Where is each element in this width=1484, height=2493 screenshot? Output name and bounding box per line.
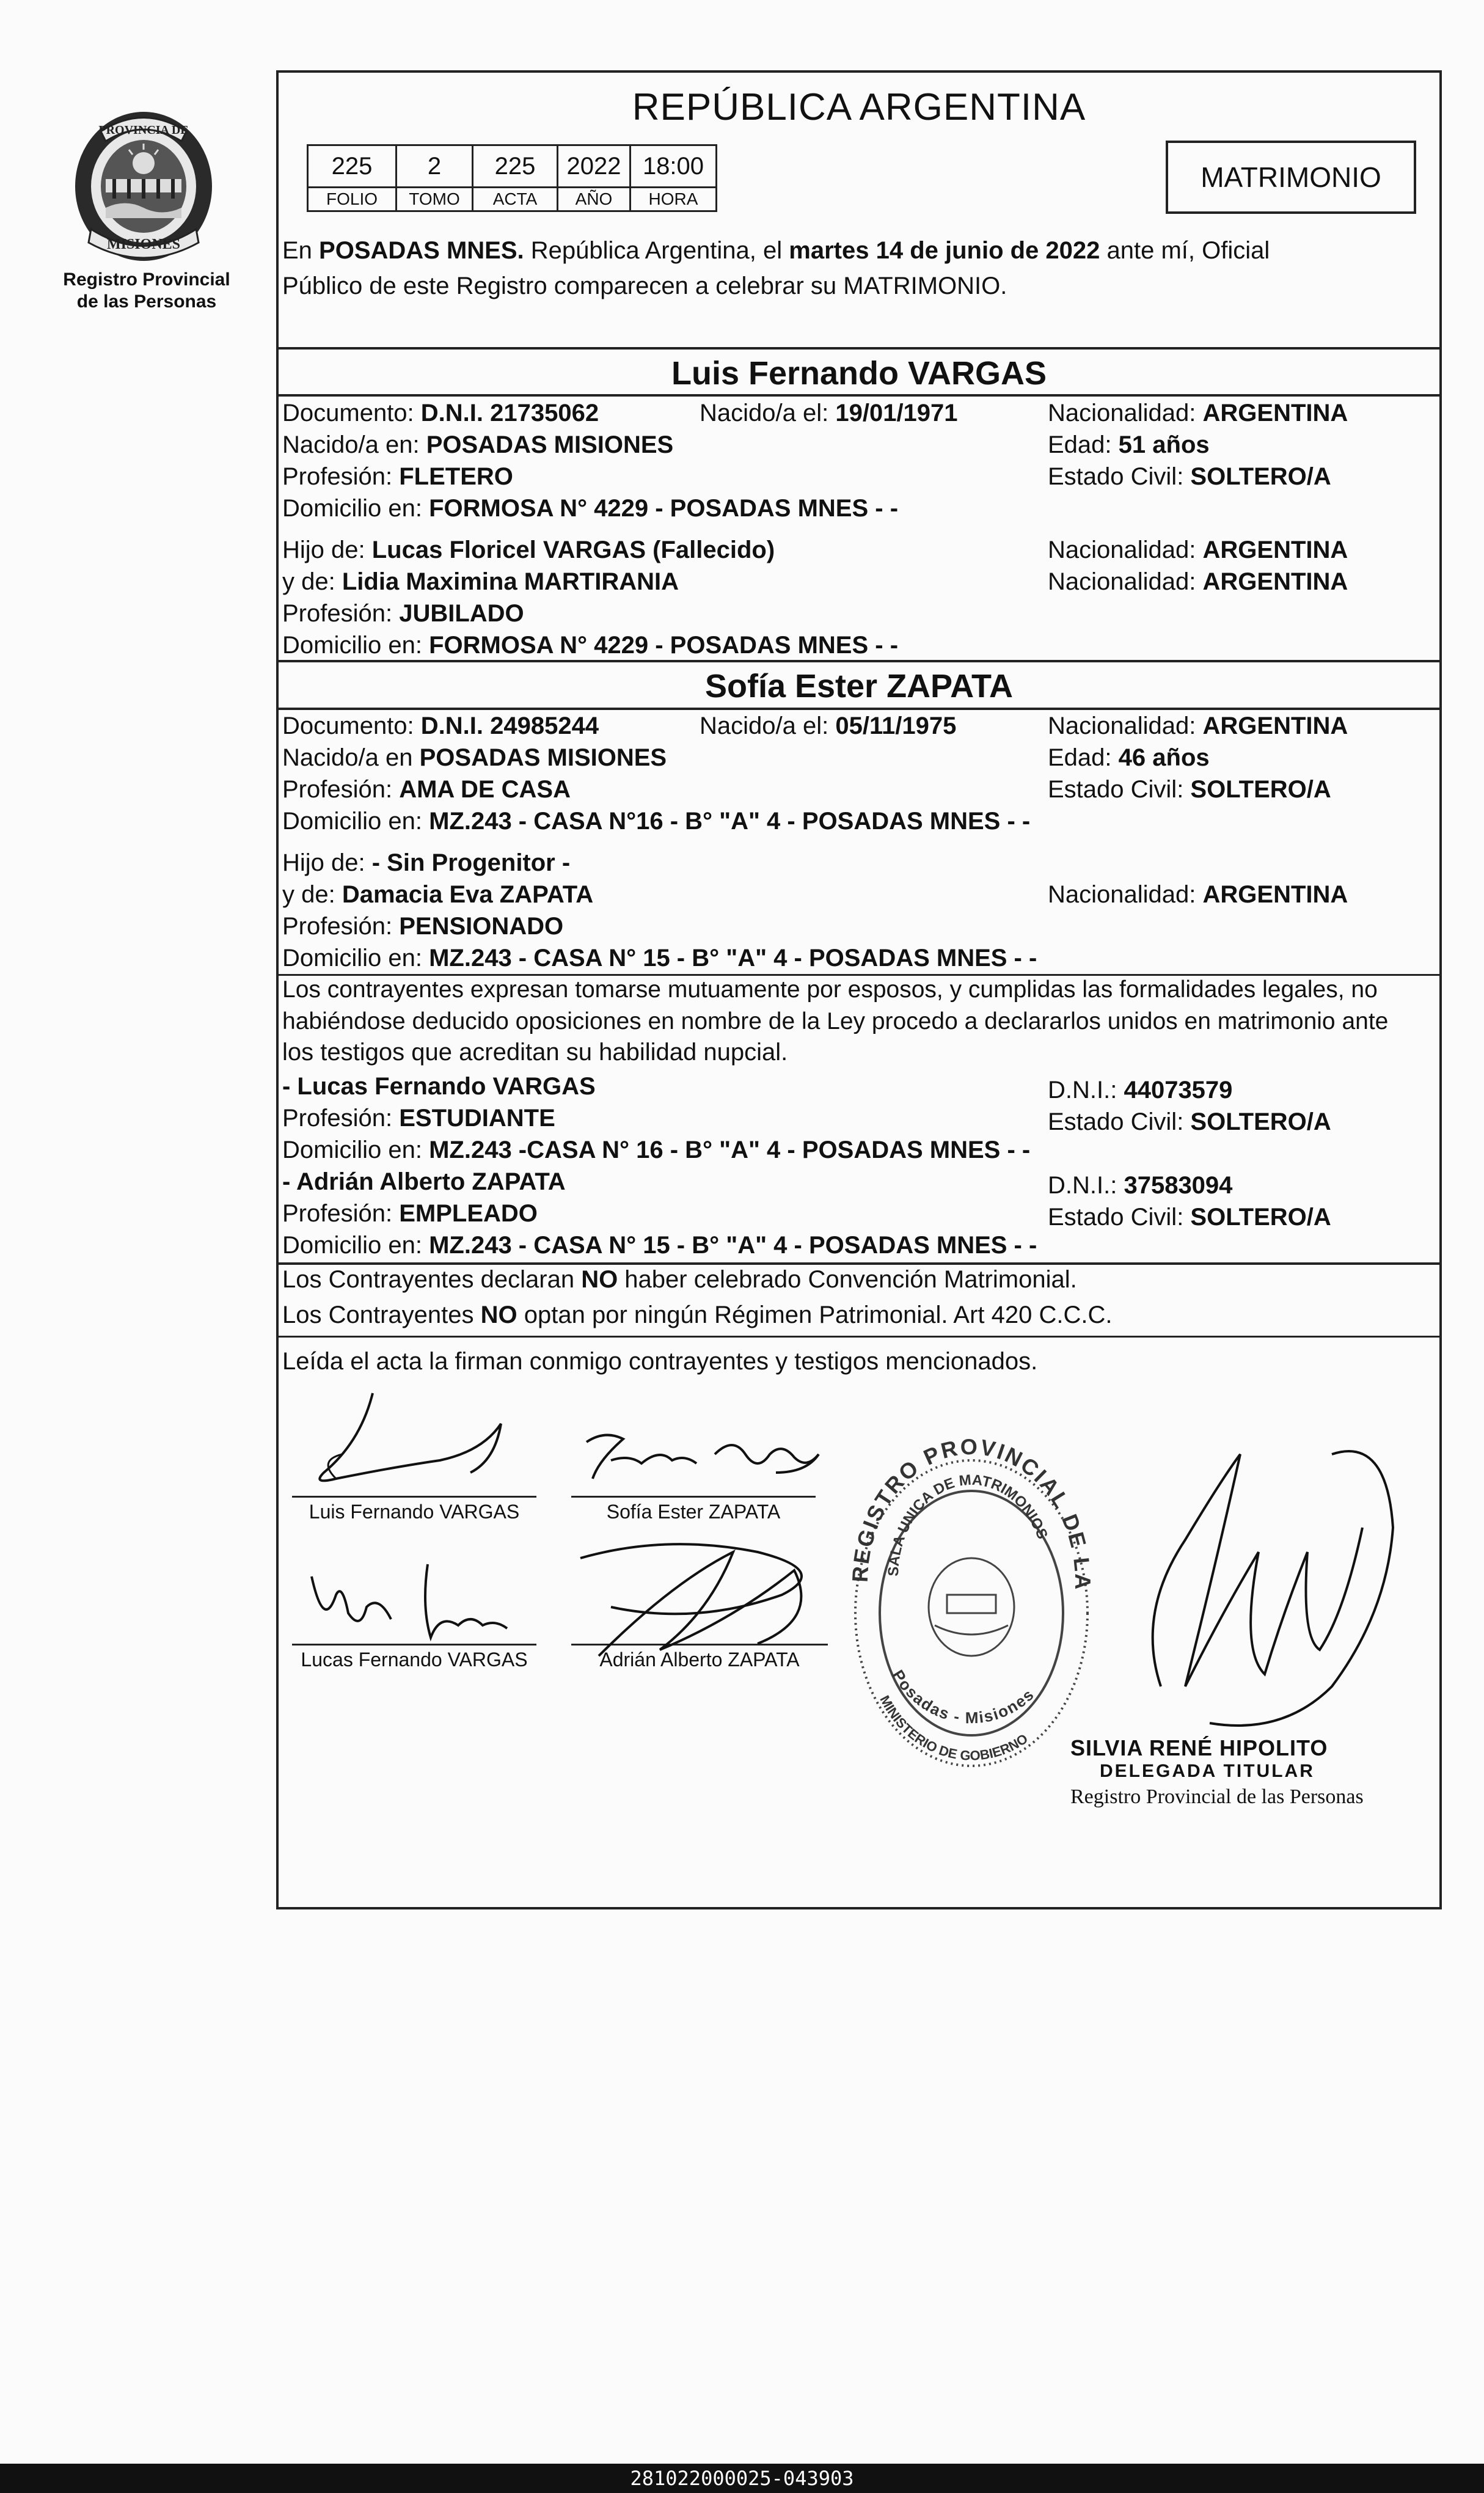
intro-line2: Público de este Registro comparecen a celebrar su MATRIMONIO. xyxy=(282,273,1007,299)
separator xyxy=(279,660,1439,662)
svg-text:Posadas - Misiones xyxy=(889,1666,1038,1727)
separator xyxy=(279,708,1439,710)
spouse1-signature-scribble xyxy=(299,1387,519,1497)
intro-line1: En POSADAS MNES. República Argentina, el martes 14 de junio de 2022 ante mí, Oficial xyxy=(282,237,1270,264)
registry-caption xyxy=(37,269,257,313)
anio-label: AÑO xyxy=(558,188,631,211)
witness2-profession: Profesión: EMPLEADO xyxy=(282,1200,538,1227)
witness2-address: Domicilio en: MZ.243 - CASA N° 15 - B° "A" 4 - POSADAS MNES - - xyxy=(282,1232,1037,1259)
spouse1-document: Documento: D.N.I. 21735062 xyxy=(282,400,599,426)
spouse2-address: Domicilio en: MZ.243 - CASA N°16 - B° "A" 4 - POSADAS MNES - - xyxy=(282,808,1031,835)
registry-seal-stamp xyxy=(833,1422,1100,1784)
acta-label: ACTA xyxy=(473,188,558,211)
folio-value: 225 xyxy=(308,145,397,188)
spouse2-mother: y de: Damacia Eva ZAPATA xyxy=(282,881,594,908)
logo-top-text: PROVINCIA DE xyxy=(98,123,189,137)
declaration-line3: los testigos que acreditan su habilidad nupcial. xyxy=(282,1039,788,1066)
separator xyxy=(279,1262,1439,1265)
witness1-dni: D.N.I.: 44073579 xyxy=(1048,1077,1233,1104)
spouse2-father: Hijo de: - Sin Progenitor - xyxy=(282,849,571,876)
closing-statement: Leída el acta la firman conmigo contrayentes y testigos mencionados. xyxy=(282,1348,1038,1375)
spouse2-signature-scribble xyxy=(574,1424,831,1491)
spouse1-address: Domicilio en: FORMOSA N° 4229 - POSADAS MNES - - xyxy=(282,495,899,522)
tomo-label: TOMO xyxy=(397,188,473,211)
spouse2-parent-address: Domicilio en: MZ.243 - CASA N° 15 - B° "A" 4 - POSADAS MNES - - xyxy=(282,945,1037,972)
spouse1-civil-status: Estado Civil: SOLTERO/A xyxy=(1048,463,1331,490)
declaration-line1: Los contrayentes expresan tomarse mutuamente por esposos, y cumplidas las formalidades legales, no xyxy=(282,976,1378,1003)
spouse2-birth-date: Nacido/a el: 05/11/1975 xyxy=(700,712,957,739)
witness1-civil-status: Estado Civil: SOLTERO/A xyxy=(1048,1108,1331,1135)
spouse1-nationality: Nacionalidad: ARGENTINA xyxy=(1048,400,1348,426)
official-name: SILVIA RENÉ HIPOLITO xyxy=(1070,1735,1328,1760)
separator xyxy=(279,347,1439,350)
logo-bottom-text: MISIONES xyxy=(106,236,181,252)
seal-outer-text: REGISTRO PROVINCIAL DE LAS PERSONAS xyxy=(833,1422,1096,1592)
spouse2-mother-nationality: Nacionalidad: ARGENTINA xyxy=(1048,881,1348,908)
official-office: Registro Provincial de las Personas xyxy=(1070,1785,1364,1808)
spouse2-name-heading: Sofía Ester ZAPATA xyxy=(704,668,1014,705)
separator xyxy=(279,1336,1439,1338)
tomo-value: 2 xyxy=(397,145,473,188)
seal-inner-text: SALA UNICA DE MATRIMONIOS xyxy=(885,1471,1051,1577)
witness2-dni: D.N.I.: 37583094 xyxy=(1048,1172,1233,1199)
regime-statement: Los Contrayentes NO optan por ningún Régimen Patrimonial. Art 420 C.C.C. xyxy=(282,1301,1113,1328)
official-signature-scribble xyxy=(1100,1430,1417,1748)
seal-ministry-text: MINISTERIO DE GOBIERNO xyxy=(877,1693,1031,1763)
spouse2-birth-place: Nacido/a en POSADAS MISIONES xyxy=(282,744,667,771)
witness2-name: - Adrián Alberto ZAPATA xyxy=(282,1168,566,1195)
folio-label: FOLIO xyxy=(308,188,397,211)
registry-caption-line1: Registro Provincial xyxy=(63,269,230,290)
witness2-signature-label: Adrián Alberto ZAPATA xyxy=(599,1649,800,1671)
province-coat-of-arms-logo xyxy=(70,107,217,266)
separator xyxy=(279,974,1439,976)
spouse1-name-heading: Luis Fernando VARGAS xyxy=(671,355,1047,392)
witness2-signature-scribble xyxy=(574,1534,868,1668)
spouse1-father-nationality: Nacionalidad: ARGENTINA xyxy=(1048,536,1348,563)
witness2-civil-status: Estado Civil: SOLTERO/A xyxy=(1048,1204,1331,1231)
spouse1-mother-nationality: Nacionalidad: ARGENTINA xyxy=(1048,568,1348,595)
anio-value: 2022 xyxy=(558,145,631,188)
registry-caption-line2: de las Personas xyxy=(76,291,217,312)
convention-statement: Los Contrayentes declaran NO haber celebrado Convención Matrimonial. xyxy=(282,1266,1077,1293)
spouse2-nationality: Nacionalidad: ARGENTINA xyxy=(1048,712,1348,739)
acta-value: 225 xyxy=(473,145,558,188)
witness1-address: Domicilio en: MZ.243 -CASA N° 16 - B° "A" 4 - POSADAS MNES - - xyxy=(282,1137,1031,1163)
reference-table xyxy=(307,144,717,212)
witness1-signature-label: Lucas Fernando VARGAS xyxy=(301,1649,528,1671)
hora-value: 18:00 xyxy=(631,145,717,188)
spouse2-civil-status: Estado Civil: SOLTERO/A xyxy=(1048,776,1331,803)
spouse1-profession: Profesión: FLETERO xyxy=(282,463,513,490)
spouse2-parent-profession: Profesión: PENSIONADO xyxy=(282,913,564,940)
spouse2-profession: Profesión: AMA DE CASA xyxy=(282,776,571,803)
official-title: DELEGADA TITULAR xyxy=(1100,1761,1315,1781)
separator xyxy=(279,394,1439,397)
spouse1-birth-date: Nacido/a el: 19/01/1971 xyxy=(700,400,958,426)
spouse2-signature-label: Sofía Ester ZAPATA xyxy=(606,1501,781,1523)
svg-text:SALA UNICA DE MATRIMONIOS xyxy=(885,1472,1051,1577)
hora-label: HORA xyxy=(631,188,717,211)
spouse1-parent-address: Domicilio en: FORMOSA N° 4229 - POSADAS MNES - - xyxy=(282,632,899,659)
spouse1-father: Hijo de: Lucas Floricel VARGAS (Fallecido) xyxy=(282,536,775,563)
witness1-profession: Profesión: ESTUDIANTE xyxy=(282,1105,555,1132)
spouse1-age: Edad: 51 años xyxy=(1048,431,1210,458)
witness1-signature-scribble xyxy=(299,1558,519,1650)
spouse1-signature-label: Luis Fernando VARGAS xyxy=(309,1501,520,1523)
seal-bottom-text: Posadas - Misiones xyxy=(888,1666,1038,1727)
country-title: REPÚBLICA ARGENTINA xyxy=(632,86,1086,128)
spouse1-parent-profession: Profesión: JUBILADO xyxy=(282,600,524,627)
witness1-name: - Lucas Fernando VARGAS xyxy=(282,1073,596,1100)
signature-line xyxy=(571,1496,816,1498)
document-code-footer: 281022000025-043903 xyxy=(0,2464,1484,2493)
spouse2-age: Edad: 46 años xyxy=(1048,744,1210,771)
spouse2-document: Documento: D.N.I. 24985244 xyxy=(282,712,599,739)
spouse1-birth-place: Nacido/a en: POSADAS MISIONES xyxy=(282,431,674,458)
declaration-line2: habiéndose deducido oposiciones en nombre de la Ley procedo a declararlos unidos en matrimonio ante xyxy=(282,1008,1389,1034)
act-type-box: MATRIMONIO xyxy=(1166,141,1416,214)
spouse1-mother: y de: Lidia Maximina MARTIRANIA xyxy=(282,568,679,595)
